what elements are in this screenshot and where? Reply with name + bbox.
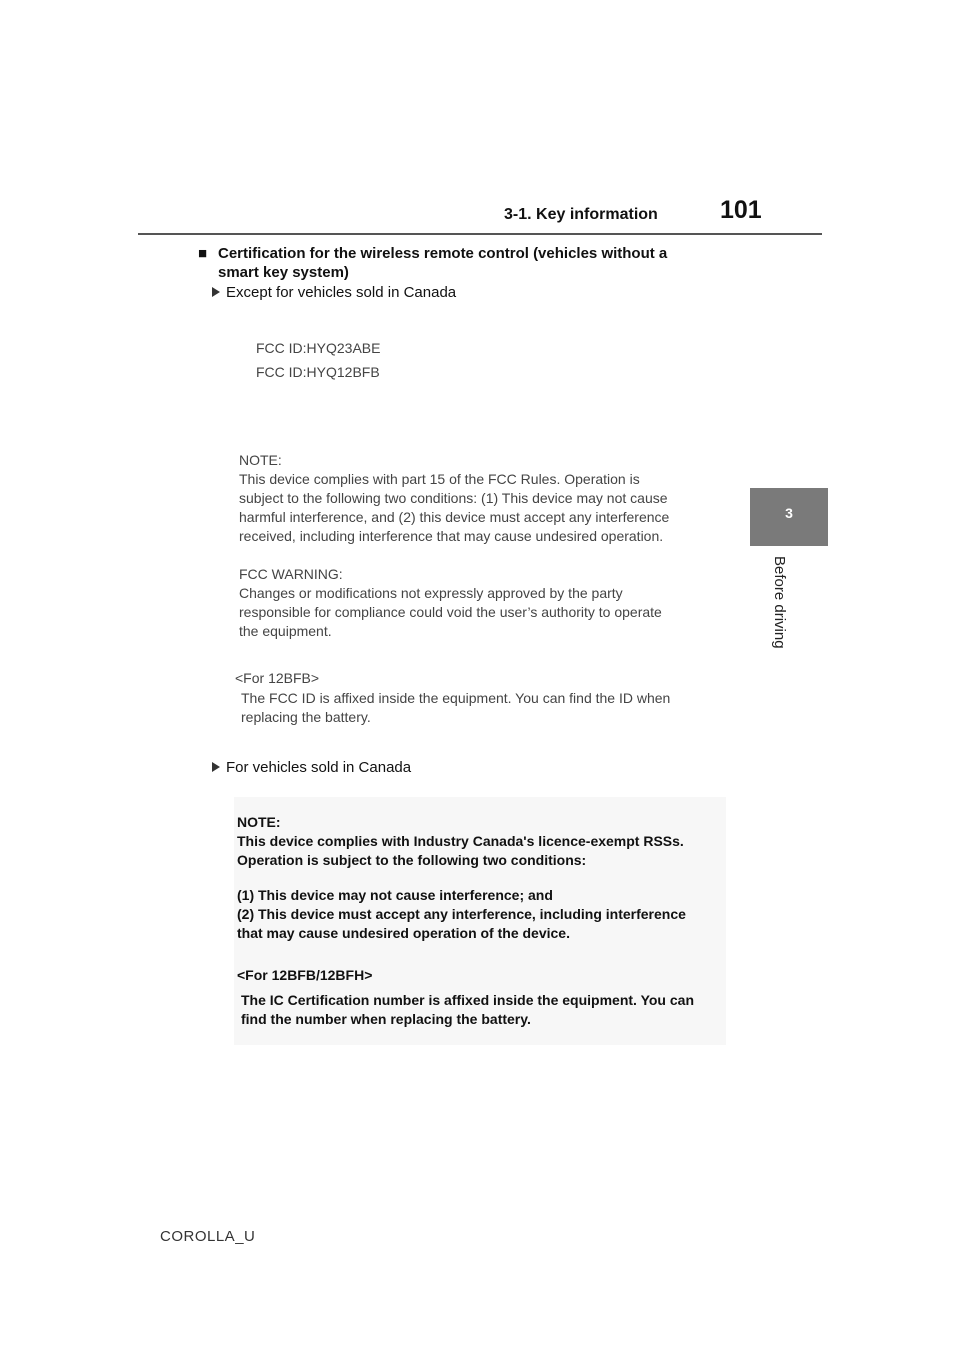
bullet-triangle-icon [212, 762, 220, 772]
chapter-number: 3 [785, 505, 793, 521]
ic-for-line: find the number when replacing the battery. [241, 1011, 531, 1027]
fcc-id: FCC ID:HYQ23ABE [256, 340, 381, 356]
ic-note-line: This device complies with Industry Canada's licence-exempt RSSs. [237, 833, 684, 849]
chapter-title-text: Before driving [771, 556, 788, 649]
warning-line: responsible for compliance could void the user’s authority to operate [239, 604, 662, 620]
heading-line-2: smart key system) [218, 264, 349, 281]
section-title: 3-1. Key information [504, 206, 658, 223]
fcc-warning [239, 565, 662, 641]
fcc-id: FCC ID:HYQ12BFB [256, 364, 380, 380]
header-rule [138, 233, 822, 235]
bullet-canada [212, 759, 411, 776]
page-number: 101 [720, 196, 762, 224]
for-line: replacing the battery. [241, 709, 371, 725]
warning-line: Changes or modifications not expressly approved by the party [239, 585, 623, 601]
ic-note-line: Operation is subject to the following two conditions: [237, 852, 587, 868]
warning-line: the equipment. [239, 623, 332, 639]
ic-condition: that may cause undesired operation of the device. [237, 925, 570, 941]
ic-condition: (2) This device must accept any interference, including interference [237, 906, 686, 922]
section-heading [198, 244, 738, 282]
heading-marker: ■ [198, 245, 208, 262]
fcc-note [239, 451, 669, 546]
for-line: The FCC ID is affixed inside the equipment. You can find the ID when [241, 690, 671, 706]
ic-for-line: The IC Certification number is affixed inside the equipment. You can [241, 992, 694, 1008]
note-line: This device complies with part 15 of the FCC Rules. Operation is [239, 471, 640, 487]
for-12bfb-12bfh-label: <For 12BFB/12BFH> [237, 967, 373, 983]
ic-conditions [237, 886, 686, 943]
note-line: received, including interference that may cause undesired operation. [239, 528, 664, 544]
bullet-triangle-icon [212, 287, 220, 297]
warning-title: FCC WARNING: [239, 566, 343, 582]
ic-note-title: NOTE: [237, 814, 281, 830]
note-title: NOTE: [239, 452, 282, 468]
bullet-us-text: Except for vehicles sold in Canada [226, 284, 457, 301]
heading-line-1: Certification for the wireless remote control (vehicles without a [218, 245, 668, 262]
fcc-id-list [256, 336, 380, 384]
bullet-us [212, 284, 456, 301]
note-line: subject to the following two conditions: (1) This device may not cause [239, 490, 668, 506]
chapter-title [768, 556, 790, 676]
bullet-canada-text: For vehicles sold in Canada [226, 759, 412, 776]
ic-condition: (1) This device may not cause interference; and [237, 887, 553, 903]
note-line: harmful interference, and (2) this device must accept any interference [239, 509, 670, 525]
ic-note [237, 813, 684, 870]
footer-model: COROLLA_U [160, 1228, 256, 1245]
for-12bfb-text [241, 689, 670, 727]
for-12bfb-12bfh-text [241, 991, 694, 1029]
for-12bfb-label: <For 12BFB> [235, 670, 320, 686]
